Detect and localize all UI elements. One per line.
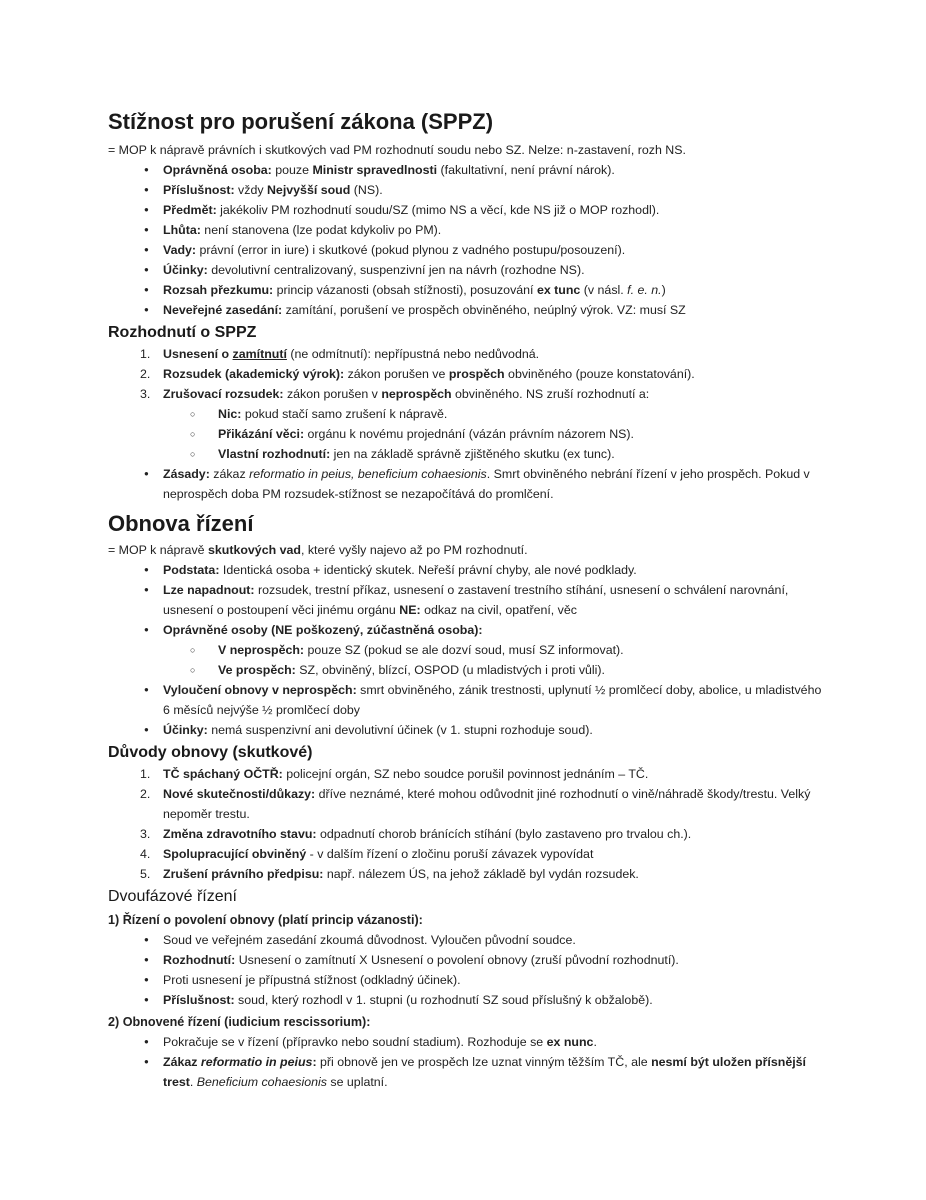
list-item: ○ Vlastní rozhodnutí: jen na základě správně zjištěného skutku (ex tunc). [108,444,823,464]
zasady-list [108,464,823,504]
list-item: 3. Změna zdravotního stavu: odpadnutí chorob bránících stíhání (bylo zastaveno pro trvalou ch.). [140,827,692,841]
list-item: ● Zásady: zákaz reformatio in peius, beneficium cohaesionis. Smrt obviněného nebrání řízení v jeho prospěch. Pokud v neprospěch doba PM rozsudek-stížnost se nezapočítává do promlčení. [108,464,823,504]
list-item: 2. Rozsudek (akademický výrok): zákon porušen ve prospěch obviněného (pouze konstatování). [140,367,695,381]
list-item: ● Rozsah přezkumu: princip vázanosti (obsah stížnosti), posuzování ex tunc (v násl. f. e. n.) [108,280,823,300]
list-item: ● Rozhodnutí: Usnesení o zamítnutí X Usnesení o povolení obnovy (zruší původní rozhodnutí). [108,950,823,970]
list-item: ● Pokračuje se v řízení (přípravko nebo soudní stadium). Rozhoduje se ex nunc. [108,1032,823,1052]
sppz-list [108,160,823,320]
opravnene-sub-list [108,640,823,680]
duvody-list [108,764,823,884]
list-item: ● Účinky: devolutivní centralizovaný, suspenzivní jen na návrh (rozhodne NS). [108,260,823,280]
list-item: 1. TČ spáchaný OČTŘ: policejní orgán, SZ nebo soudce porušil povinnost jednáním – TČ. [140,767,649,781]
list-item: ● Proti usnesení je přípustná stížnost (odkladný účinek). [108,970,823,990]
list-item: ● Vyloučení obnovy v neprospěch: smrt obviněného, zánik trestnosti, uplynutí ½ promlčecí doby, abolice, u mladistvého 6 měsíců nejvýše ½ promlčecí doby [108,680,823,720]
list-item: ● Předmět: jakékoliv PM rozhodnutí soudu/SZ (mimo NS a věcí, kde NS již o MOP rozhodl). [108,200,823,220]
obnova-list [108,560,823,640]
phase-1-list [108,930,823,1010]
document-page [108,108,823,1092]
list-item: ● Vady: právní (error in iure) i skutkové (pokud plynou z vadného postupu/posouzení). [108,240,823,260]
sppz-intro: = MOP k nápravě právních i skutkových vad PM rozhodnutí soudu nebo SZ. Nelze: n-zastavení, rozh NS. [108,143,686,157]
section-title-obnova: Obnova řízení [108,511,254,536]
rozhodnuti-sub-list [108,404,823,464]
phase-2-title: 2) Obnovené řízení (iudicium rescissorium): [108,1015,371,1029]
rozhodnuti-list [108,344,823,404]
subsection-title-dvoufazove: Dvoufázové řízení [108,888,237,905]
list-item: ● Příslušnost: vždy Nejvyšší soud (NS). [108,180,823,200]
list-item: ● Příslušnost: soud, který rozhodl v 1. stupni (u rozhodnutí SZ soud příslušný k obžalobě). [108,990,823,1010]
list-item: ● Podstata: Identická osoba + identický skutek. Neřeší právní chyby, ale nové podklady. [108,560,823,580]
list-item: ○ Ve prospěch: SZ, obviněný, blízcí, OSPOD (u mladistvých i proti vůli). [108,660,823,680]
list-item: ● Neveřejné zasedání: zamítání, porušení ve prospěch obviněného, neúplný výrok. VZ: musí SZ [108,300,823,320]
obnova-intro: = MOP k nápravě skutkových vad, které vyšly najevo až po PM rozhodnutí. [108,543,528,557]
list-item: ● Účinky: nemá suspenzivní ani devolutivní účinek (v 1. stupni rozhoduje soud). [108,720,823,740]
subsection-title-rozhodnuti: Rozhodnutí o SPPZ [108,324,257,341]
list-item: ○ Nic: pokud stačí samo zrušení k nápravě. [108,404,823,424]
list-item: ● Zákaz reformatio in peius: při obnově jen ve prospěch lze uznat vinným těžším TČ, ale nesmí být uložen přísnější trest. Beneficium cohaesionis se uplatní. [108,1052,823,1092]
list-item: ○ Přikázání věci: orgánu k novému projednání (vázán právním názorem NS). [108,424,823,444]
list-item: ● Lhůta: není stanovena (lze podat kdykoliv po PM). [108,220,823,240]
list-item: ○ V neprospěch: pouze SZ (pokud se ale dozví soud, musí SZ informovat). [108,640,823,660]
phase-1-title: 1) Řízení o povolení obnovy (platí princip vázanosti): [108,913,423,927]
list-item: 5. Zrušení právního předpisu: např. nálezem ÚS, na jehož základě byl vydán rozsudek. [140,867,639,881]
obnova-list-2 [108,680,823,740]
section-title-sppz: Stížnost pro porušení zákona (SPPZ) [108,109,494,134]
list-item: 4. Spolupracující obviněný - v dalším řízení o zločinu poruší závazek vypovídat [140,847,594,861]
subsection-title-duvody: Důvody obnovy (skutkové) [108,744,313,761]
phase-2-list [108,1032,823,1092]
list-item: ● Oprávněné osoby (NE poškozený, zúčastněná osoba): [108,620,823,640]
list-item: 3. Zrušovací rozsudek: zákon porušen v neprospěch obviněného. NS zruší rozhodnutí a: [140,387,650,401]
list-item: 2. Nové skutečnosti/důkazy: dříve neznámé, které mohou odůvodnit jiné rozhodnutí o vině/náhradě škody/trestu. Velký nepoměr trestu. [140,787,811,821]
list-item: ● Soud ve veřejném zasedání zkoumá důvodnost. Vyloučen původní soudce. [108,930,823,950]
list-item: ● Lze napadnout: rozsudek, trestní příkaz, usnesení o zastavení trestního stíhání, usnesení o schválení narovnání, usnesení o postoupení věci jinému orgánu NE: odkaz na civil, opatření, věc [108,580,823,620]
list-item: 1. Usnesení o zamítnutí (ne odmítnutí): nepřípustná nebo nedůvodná. [140,347,540,361]
list-item: ● Oprávněná osoba: pouze Ministr spravedlnosti (fakultativní, není právní nárok). [108,160,823,180]
